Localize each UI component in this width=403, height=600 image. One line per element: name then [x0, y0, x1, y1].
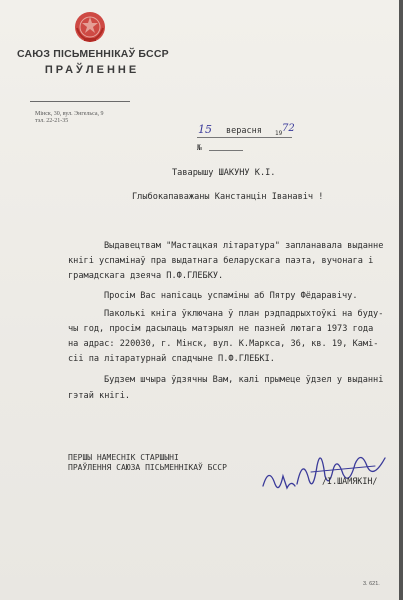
- org-address: [35, 111, 104, 125]
- body-line: чы год, просім дасылаць матэрыял не пазней лютага 1973 года: [68, 324, 374, 334]
- date-year: 72: [282, 123, 295, 134]
- date-year-prefix: 19: [275, 130, 283, 137]
- date-underline: [197, 137, 292, 138]
- body-line: гэтай кнігі.: [68, 391, 131, 401]
- header-divider: [30, 101, 130, 102]
- body-line: Выдавецтвам "Мастацкая літаратура" запланавала выданне: [104, 241, 384, 251]
- body-line: кнігі успамінаў пра выдатнага беларускага паэта, вучонага і: [68, 256, 374, 266]
- signatory-name: /І.ШАМЯКІН/: [322, 476, 378, 486]
- addressee: Таварышу ШАКУНУ К.І.: [172, 168, 276, 178]
- phone-line: тэл. 22-21-35: [35, 118, 69, 124]
- number-label: №: [197, 143, 202, 152]
- salutation: Глыбокапаважаны Канстанцін Іванавіч !: [132, 192, 324, 202]
- body-line: Паколькі кніга ўключана ў план рэдпадрыхтоўкі на буду-: [104, 309, 384, 319]
- signatory-title-line: ПРАЎЛЕННЯ САЮЗА ПІСЬМЕННІКАЎ БССР: [68, 463, 227, 472]
- signatory-title: [68, 453, 227, 473]
- body-line: сіі па літаратурнай спадчыне П.Ф.ГЛЕБКІ.: [68, 354, 275, 364]
- body-line: грамадскага дзеяча П.Ф.ГЛЕБКУ.: [68, 271, 224, 281]
- org-name: САЮЗ ПІСЬМЕННІКАЎ БССР: [17, 48, 169, 60]
- body-line: Просім Вас напісаць успаміны аб Пятру Фёдаравічу.: [104, 291, 358, 301]
- handwritten-signature: [255, 436, 395, 506]
- number-underline: [209, 150, 243, 151]
- scan-edge: [399, 0, 403, 600]
- address-line: Мінск, 30, вул. Энгельса, 9: [35, 111, 104, 117]
- date-month: верасня: [226, 126, 262, 136]
- org-department: ПРАЎЛЕННЕ: [44, 64, 140, 76]
- footer-code: 3. 621.: [363, 581, 380, 587]
- body-line: Будзем шчыра ўдзячны Вам, калі прымеце ўдзел у выданні: [104, 375, 384, 385]
- signatory-title-line: ПЕРШЫ НАМЕСНІК СТАРШЫНІ: [68, 453, 179, 462]
- bssr-emblem-icon: [72, 8, 108, 44]
- date-day: 15: [198, 123, 212, 136]
- body-line: на адрас: 220030, г. Мінск, вул. К.Маркса, 36, кв. 19, Камі-: [68, 339, 379, 349]
